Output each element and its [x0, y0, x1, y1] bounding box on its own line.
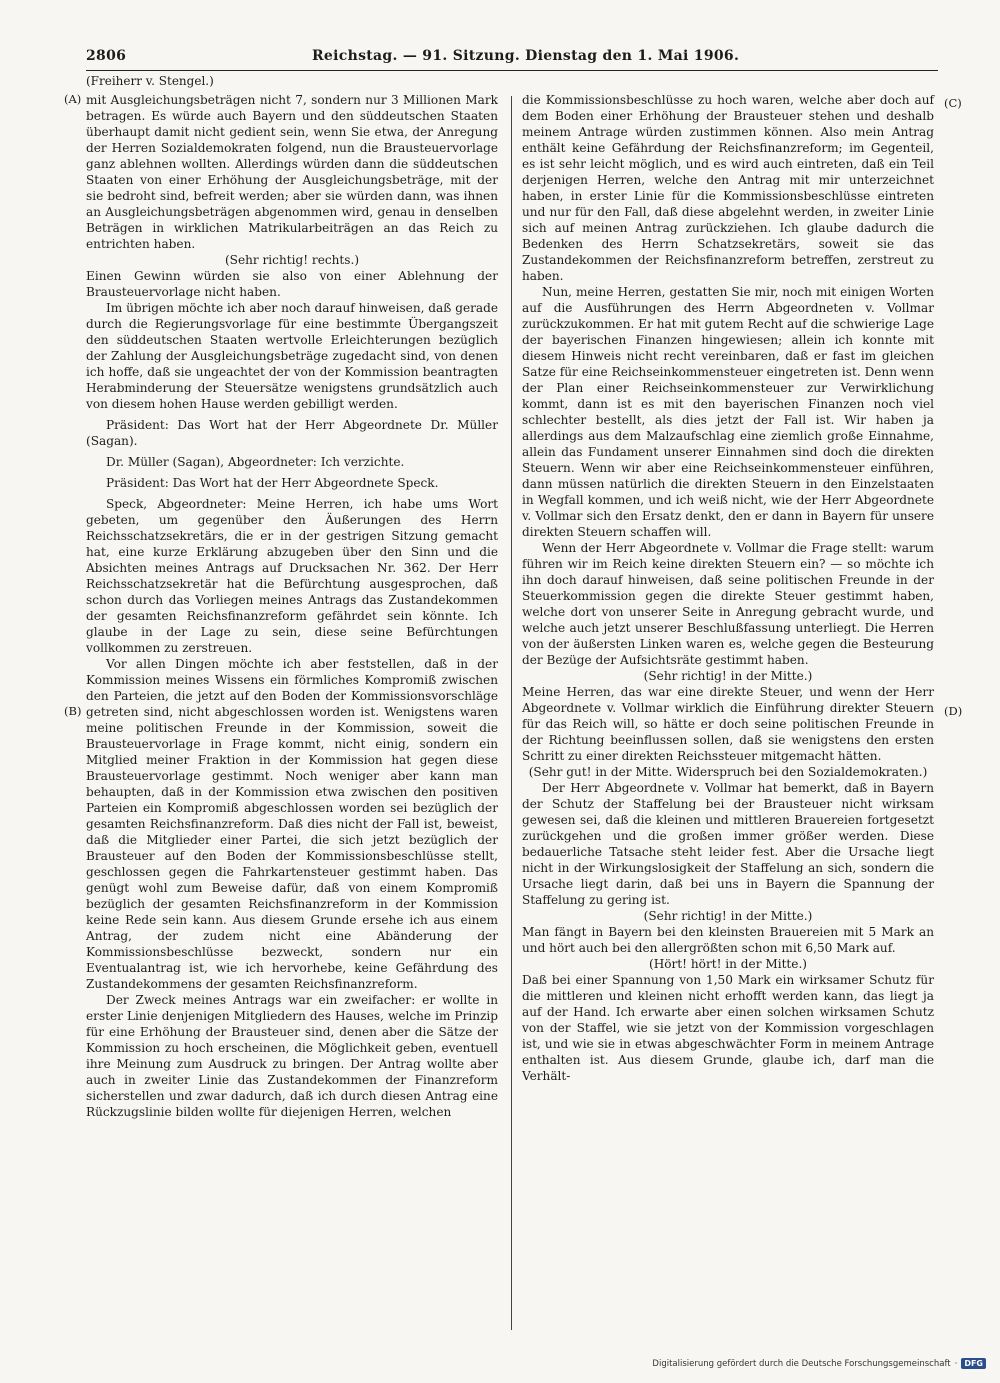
margin-marker-b: (B)	[64, 704, 82, 718]
speech-paragraph: Der Zweck meines Antrags war ein zweifacher: er wollte in erster Linie denjenigen Mitgliedern des Hauses, welche im Prinzip für eine Erhöhung der Brausteuer sind, denen aber die Sätze der Kommission zu hoch erscheinen, die Möglichkeit geben, eventuell ihre Meinung zum Ausdruck zu bringen. Der Antrag wollte aber auch in zweiter Linie das Zustandekommen der Finanzreform sicherstellen und zwar dadurch, daß ich durch diesen Antrag eine Rückzugslinie bilden wollte für diejenigen Herren, welchen	[86, 993, 498, 1119]
header-rule	[86, 70, 938, 71]
margin-marker-a: (A)	[64, 92, 82, 106]
speech-paragraph: Nun, meine Herren, gestatten Sie mir, noch mit einigen Worten auf die Ausführungen des Herrn Abgeordneten v. Vollmar zurückzukommen. Er hat mit gutem Recht auf die schwierige Lage der bayerischen Finanzen hingewiesen; allein ich konnte mit diesem Hinweis nicht recht vereinbaren, daß er fast im gleichen Satze für eine Reichseinkommensteuer eingetreten ist. Denn wenn der Plan einer Reichseinkommensteuer zur Verwirklichung kommt, dann ist es mit den bayerischen Finanzen noch viel schlechter bestellt, als dies jetzt der Fall ist. Wir haben ja allerdings aus dem Malzaufschlag eine ziemlich große Einnahme, allein das Fundament unserer Einnahmen sind doch die direkten Steuern. Wenn wir aber eine Reichseinkommensteuer einführen, dann müssen natürlich die direkten Steuern in den Einzelstaaten in Wegfall kommen, und ich weiß nicht, wie der Herr Abgeordnete v. Vollmar sich den Ersatz denkt, den er dann in Bayern für unsere direkten Steuern schaffen will.	[522, 285, 934, 539]
president-statement: Präsident: Das Wort hat der Herr Abgeordnete Dr. Müller (Sagan).	[86, 418, 498, 448]
paragraph: Im übrigen möchte ich aber noch darauf hinweisen, daß gerade durch die Regierungsvorlage für eine bestimmte Übergangszeit den süddeutschen Staaten wertvolle Erleichterungen bezüglich der Zahlung der Ausgleichungsbeträge zugedacht sind, von denen ich hoffe, daß sie ungeachtet der von der Kommission beantragten Herabminderung der Steuersätze wenigstens grundsätzlich auch von diesem hohen Hause werden gebilligt werden.	[86, 301, 498, 411]
paragraph: Einen Gewinn würden sie also von einer Ablehnung der Brausteuervorlage nicht haben.	[86, 269, 498, 299]
margin-marker-d: (D)	[944, 704, 963, 718]
paragraph: mit Ausgleichungsbeträgen nicht 7, sondern nur 3 Millionen Mark betragen. Es würde auch Bayern und den süddeutschen Staaten überhaupt damit nicht gedient sein, wenn Sie etwa, der Anregung der Herren Sozialdemokraten folgend, nun die Brausteuervorlage ganz ablehnen wollten. Allerdings würden dann die süddeutschen Staaten von einer Erhöhung der Ausgleichungsbeträge, mit der sie bedroht sind, befreit werden; aber sie würden dann, was ihnen an Ausgleichungsbeträgen abgenommen wird, genau in denselben Beträgen in wirklichen Matrikularbeiträgen an das Reich zu entrichten haben.	[86, 93, 498, 251]
column-divider	[511, 96, 512, 1330]
dfg-logo-icon: DFG	[961, 1358, 986, 1369]
speech-paragraph: Daß bei einer Spannung von 1,50 Mark ein wirksamer Schutz für die mittleren und kleinen nicht erhofft werden kann, das liegt ja auf der Hand. Ich erwarte aber einen solchen wirksamen Schutz von der Staffel, wie sie jetzt von der Kommission vorgeschlagen ist, und wie sie in etwas abgeschwächter Form in meinem Antrage enthalten ist. Aus diesem Grunde, glaube ich, darf man die Verhält-	[522, 973, 934, 1083]
separator-dot: ·	[954, 1358, 958, 1369]
running-title: Reichstag. — 91. Sitzung. Dienstag den 1. Mai 1906.	[312, 48, 740, 64]
speech-paragraph: Wenn der Herr Abgeordnete v. Vollmar die Frage stellt: warum führen wir im Reich keine direkten Steuern ein? — so möchte ich ihn doch darauf hinweisen, daß seine politischen Freunde in der Steuerkommission gegen die direkte Steuer gestimmt haben, welche dort von unserer Seite in Anregung gebracht wurde, und welche auch jetzt unserer Beschlußfassung unterliegt. Die Herren von der äußersten Linken waren es, welche gegen die Besteurung der Bezüge der Aufsichtsräte gestimmt haben.	[522, 541, 934, 667]
speaker-tag: (Freiherr v. Stengel.)	[86, 74, 214, 88]
footer-credit	[652, 1358, 986, 1369]
margin-marker-c: (C)	[944, 96, 962, 110]
interjection: (Sehr richtig! in der Mitte.)	[643, 669, 813, 683]
right-column	[522, 92, 934, 1084]
speaker-statement: Dr. Müller (Sagan), Abgeordneter: Ich verzichte.	[106, 455, 405, 469]
speech-paragraph: Der Herr Abgeordnete v. Vollmar hat bemerkt, daß in Bayern der Schutz der Staffelung bei der Brausteuer nicht wirksam gewesen sei, daß die kleinen und mittleren Brauereien fortgesetzt zurückgehen und die großen immer größer werden. Diese bedauerliche Tatsache steht leider fest. Aber die Ursache liegt nicht in der Wirkungslosigkeit der Staffelung an sich, sondern die Ursache liegt darin, daß bei uns in Bayern die Spannung der Staffelung zu gering ist.	[522, 781, 934, 907]
speech-paragraph: Man fängt in Bayern bei den kleinsten Brauereien mit 5 Mark an und hört auch bei den allergrößten schon mit 6,50 Mark auf.	[522, 925, 934, 955]
speech-paragraph: Speck, Abgeordneter: Meine Herren, ich habe ums Wort gebeten, um gegenüber den Äußerungen des Herrn Reichsschatzsekretärs, die er in der gestrigen Sitzung gemacht hat, eine kurze Erklärung abzugeben über den Sinn und die Absichten meines Antrags auf Drucksachen Nr. 362. Der Herr Reichsschatzsekretär hat die Befürchtung ausgesprochen, daß schon durch das Vorliegen meines Antrags das Zustandekommen der gesamten Reichsfinanzreform gefährdet sein könnte. Ich glaube in der Lage zu sein, diese seine Befürchtungen vollkommen zu zerstreuen.	[86, 497, 498, 655]
interjection: (Sehr richtig! rechts.)	[224, 253, 360, 267]
speech-paragraph: Vor allen Dingen möchte ich aber feststellen, daß in der Kommission meines Wissens ein förmliches Kompromiß zwischen den Parteien, die jetzt auf den Boden der Kommissionsvorschläge getreten sind, nicht abgeschlossen worden ist. Wenigstens waren meine politischen Freunde in der Kommission, soweit die Brausteuervorlage in Frage kommt, nicht einig, sondern ein Mitglied meiner Fraktion in der Kommission hat gegen diese Brausteuervorlage gestimmt. Noch weniger aber kann man behaupten, daß in der Kommission etwa zwischen den positiven Parteien ein Kompromiß abgeschlossen worden sei bezüglich der gesamten Reichsfinanzreform. Daß dies nicht der Fall ist, beweist, daß die Mitglieder einer Partei, die sich jetzt bezüglich der Brausteuer auf den Boden der Kommissionsbeschlüsse stellt, geschlossen gegen die Fahrkartensteuer gestimmt haben. Das genügt wohl zum Beweise dafür, daß von einem Kompromiß bezüglich der gesamten Reichsfinanzreform in der Kommission keine Rede sein kann. Aus diesem Grunde ersehe ich aus einem Antrag, der zudem nicht eine Abänderung der Kommissionsbeschlüsse bezweckt, sondern nur ein Eventualantrag ist, wie ich hervorhebe, keine Gefährdung des Zustandekommens der gesamten Reichsfinanzreform.	[86, 657, 498, 991]
interjection: (Hört! hört! in der Mitte.)	[648, 957, 808, 971]
page-number: 2806	[86, 48, 127, 64]
speech-paragraph: Meine Herren, das war eine direkte Steuer, und wenn der Herr Abgeordnete v. Vollmar wirklich die Einführung direkter Steuern für das Reich will, so hätte er doch seine politischen Freunde in der Richtung beeinflussen sollen, daß sie wenigstens den ersten Schritt zu einer direkten Reichssteuer mitgemacht hätten.	[522, 685, 934, 763]
interjection: (Sehr richtig! in der Mitte.)	[643, 909, 813, 923]
president-statement: Präsident: Das Wort hat der Herr Abgeordnete Speck.	[106, 476, 439, 490]
footer-text: Digitalisierung gefördert durch die Deutsche Forschungsgemeinschaft	[652, 1358, 951, 1369]
interjection: (Sehr gut! in der Mitte. Widerspruch bei den Sozialdemokraten.)	[528, 765, 928, 779]
speech-paragraph: die Kommissionsbeschlüsse zu hoch waren, welche aber doch auf dem Boden einer Erhöhung der Brausteuer stehen und deshalb meinem Antrage würden zustimmen können. Also mein Antrag enthält keine Gefährdung der Reichsfinanzreform; im Gegenteil, es ist sehr leicht möglich, und es wird auch eintreten, daß ein Teil derjenigen Herren, welche den Antrag mit mir unterzeichnet haben, in erster Linie für die Kommissionsbeschlüsse eintreten und nur für den Fall, daß diese abgelehnt werden, in zweiter Linie sich auf meinen Antrag zurückziehen. Ich glaube dadurch die Bedenken des Herrn Schatzsekretärs, soweit sie das Zustandekommen der Reichsfinanzreform betreffen, zerstreut zu haben.	[522, 93, 934, 283]
left-column	[86, 92, 498, 1120]
